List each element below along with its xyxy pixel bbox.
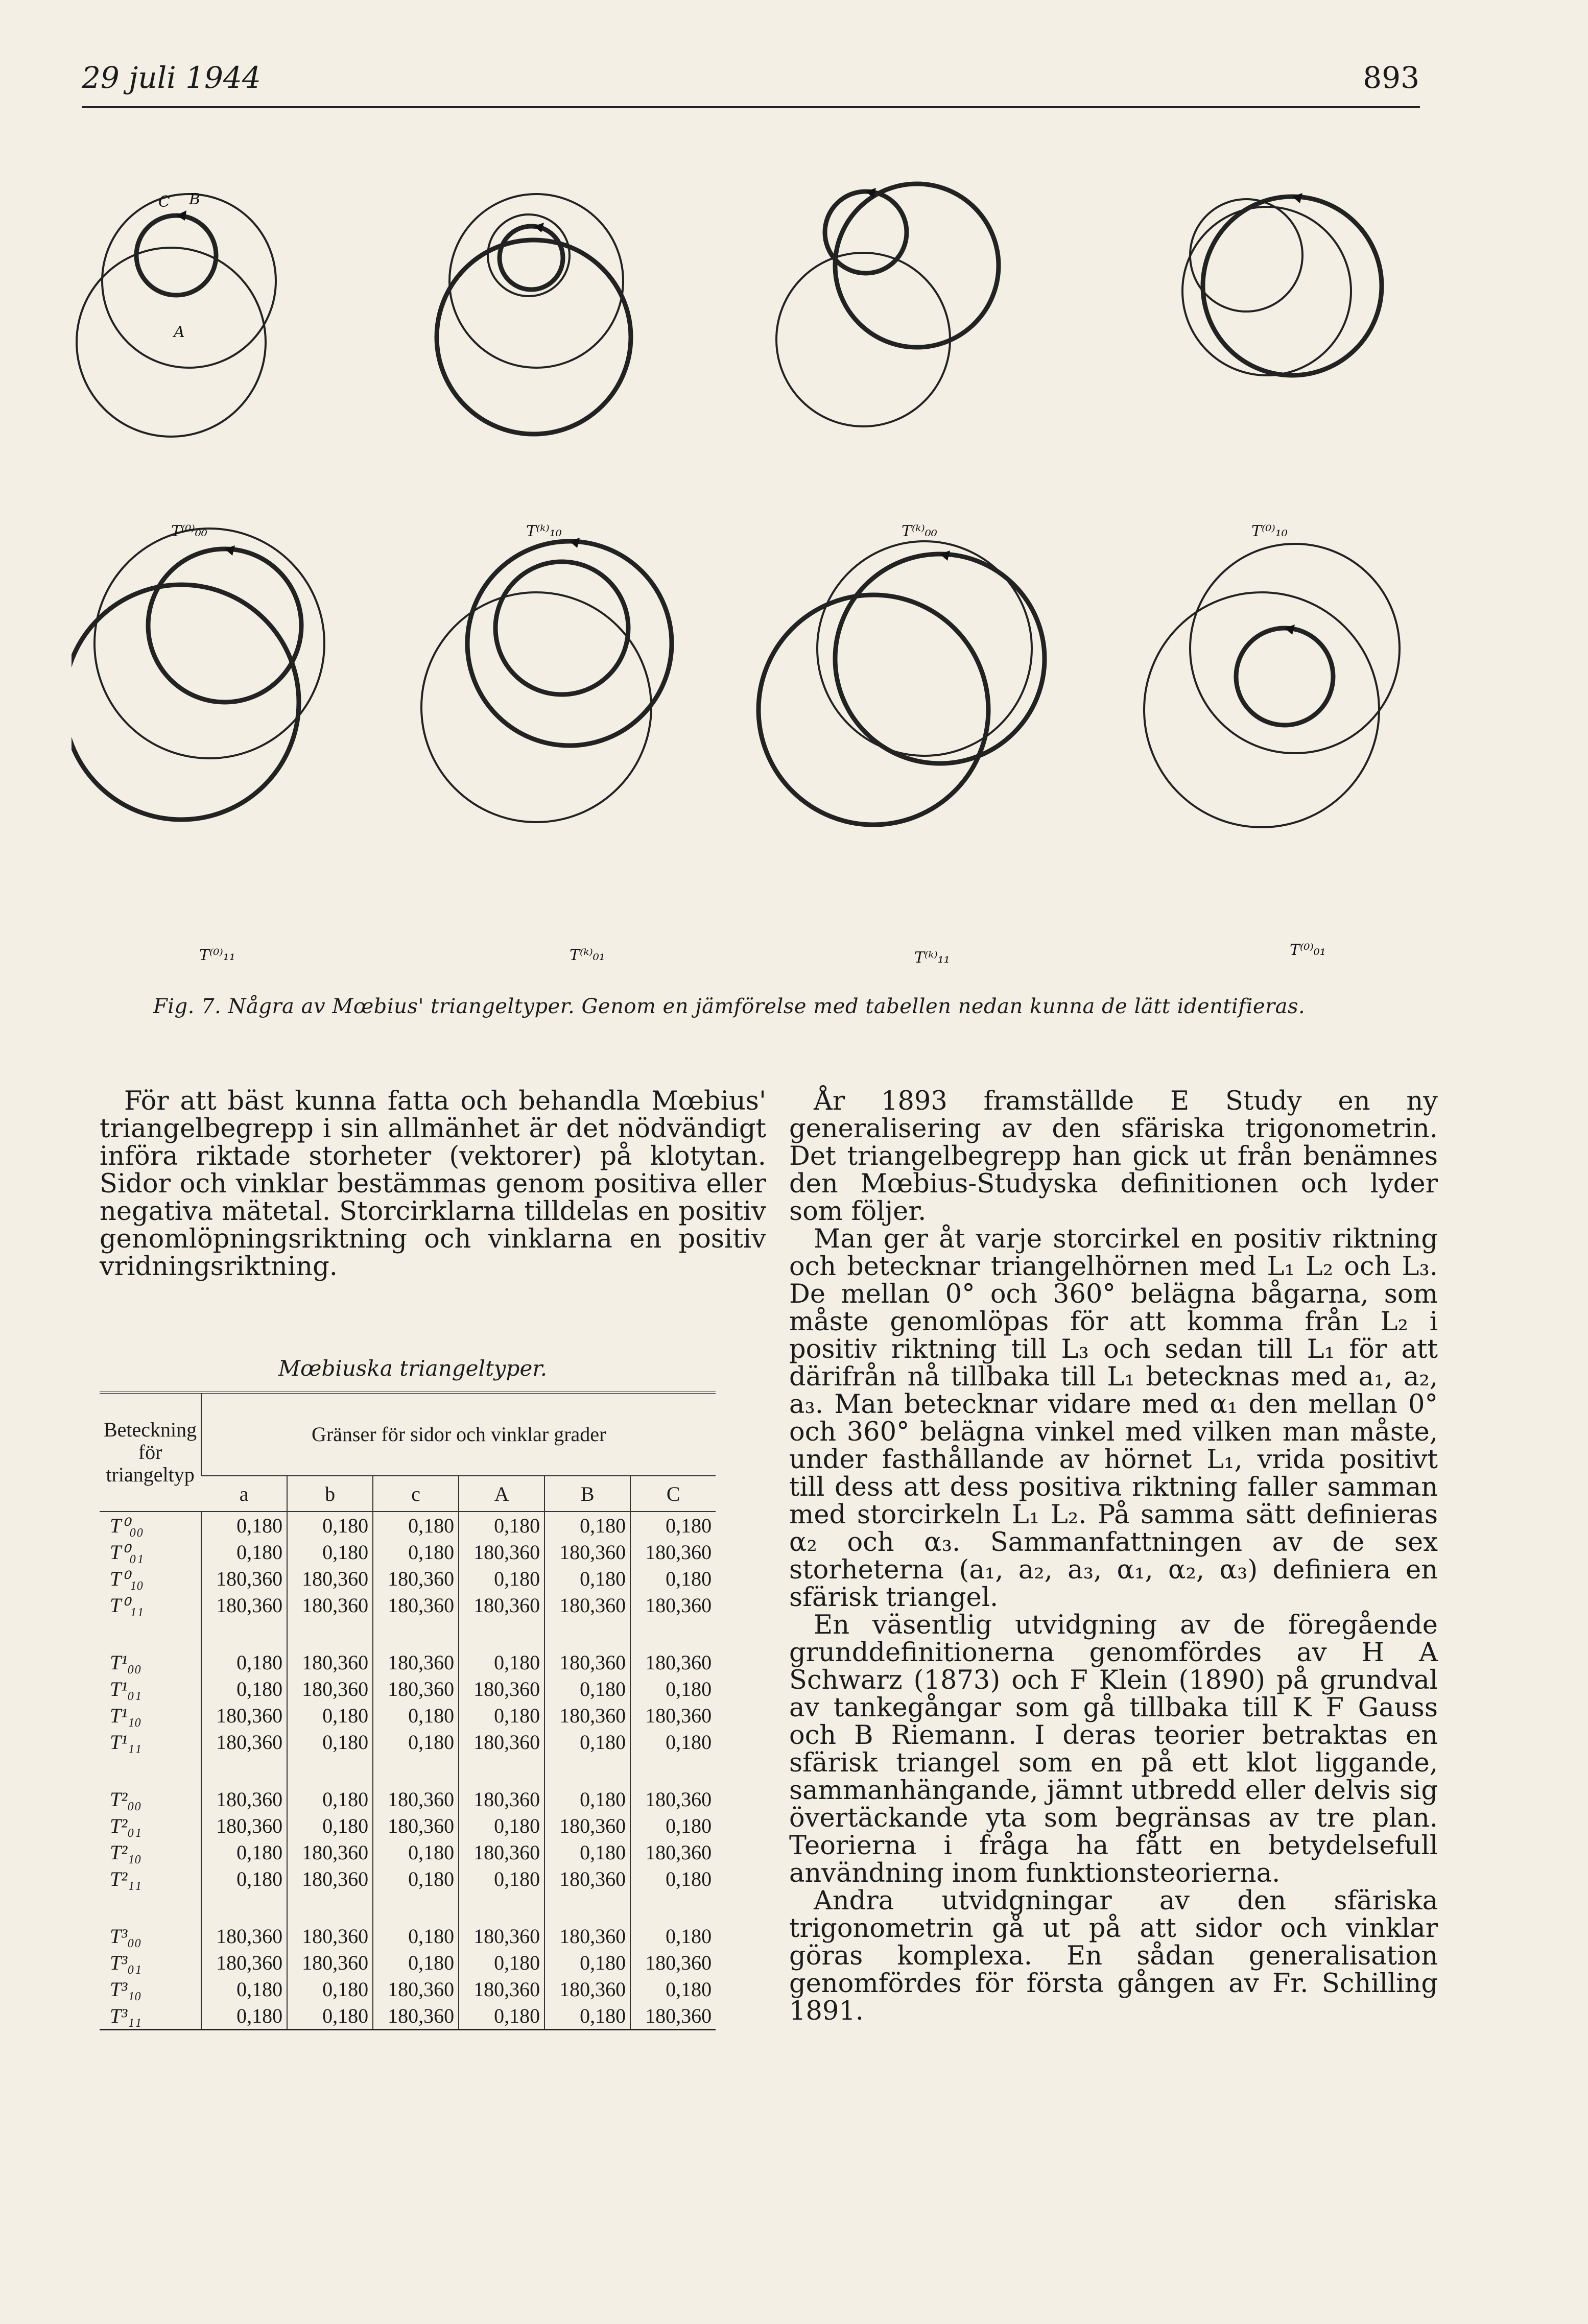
table-cell: 180,360 [459, 1592, 544, 1618]
table-cell: 0,180 [201, 1839, 287, 1865]
table-cell: 0,180 [287, 1539, 373, 1565]
table-cell: 180,360 [630, 1786, 716, 1812]
table-cell: 0,180 [201, 2002, 287, 2030]
table-gap-cell [459, 1755, 544, 1786]
diagram-label: T⁽⁰⁾₁₁ [199, 946, 235, 964]
table-column-header: A [459, 1476, 544, 1512]
figure-caption: Fig. 7. Några av Mœbius' triangeltyper. Genom en jämförelse med tabellen nedan kunna de lätt identifieras. [153, 995, 1306, 1018]
table-cell: 0,180 [459, 1812, 544, 1839]
table-gap-cell [373, 1755, 459, 1786]
table-gap-cell [373, 1618, 459, 1649]
row-label: T⁰₁₀ [110, 1567, 144, 1590]
table-gap-cell [630, 1892, 716, 1923]
table-column-header: B [544, 1476, 630, 1512]
diagram-tk-01 [421, 541, 672, 822]
row-label: T²₀₀ [110, 1787, 142, 1811]
table-cell: 180,360 [287, 1865, 373, 1892]
table-cell: 180,360 [373, 1592, 459, 1618]
diagram-t0-11 [72, 529, 324, 820]
table-row [100, 1675, 716, 1702]
table-row [100, 1702, 716, 1729]
table-gap-cell [201, 1892, 287, 1923]
diagram-label: T⁽ᵏ⁾₀₀ [902, 522, 937, 540]
row-label: T²₁₀ [110, 1840, 142, 1864]
table-cell: 180,360 [544, 1592, 630, 1618]
table-cell: 180,360 [630, 1539, 716, 1565]
table-cell: 0,180 [459, 1949, 544, 1976]
table-cell: 0,180 [201, 1649, 287, 1675]
diagram-t0-01 [1144, 544, 1400, 827]
table-cell: 0,180 [459, 1649, 544, 1675]
table-cell: 0,180 [201, 1865, 287, 1892]
table-cell: 0,180 [373, 1512, 459, 1539]
table-group-gap [100, 1892, 716, 1923]
diagram-label: T⁽ᵏ⁾₁₀ [526, 522, 562, 540]
table-row [100, 1976, 716, 2002]
table-group-gap [100, 1618, 716, 1649]
table-cell: 0,180 [630, 1865, 716, 1892]
body-paragraph: För att bäst kunna fatta och behandla Mœbius' triangelbegrepp i sin allmänhet är det nödvändigt införa riktade storheter (vektorer) på klotytan. Sidor och vinklar bestämmas genom positiva eller negativa mätetal. Storcirklarna tilldelas en positiv genomlöpningsriktning och vinklarna en positiv vridningsriktning. [100, 1086, 766, 1282]
table-cell: 180,360 [544, 1976, 630, 2002]
table-cell: 180,360 [544, 1865, 630, 1892]
vertex-label-a: A [174, 323, 185, 341]
table-row [100, 1539, 716, 1565]
row-label: T²₀₁ [110, 1814, 142, 1837]
table-cell: 180,360 [201, 1565, 287, 1592]
table-gap-cell [630, 1755, 716, 1786]
table-row [100, 1923, 716, 1949]
page-number: 893 [1363, 60, 1419, 95]
row-label: T¹₁₁ [110, 1730, 142, 1754]
diagram-t0-00 [77, 194, 276, 437]
table-gap-cell [201, 1755, 287, 1786]
table-cell: 0,180 [459, 1865, 544, 1892]
table-cell: 0,180 [630, 1675, 716, 1702]
table-cell: 0,180 [544, 1675, 630, 1702]
running-header-date: 29 juli 1944 [82, 60, 261, 95]
row-label: T³₁₀ [110, 1977, 142, 2001]
table-gap-cell [544, 1755, 630, 1786]
table-cell: 0,180 [201, 1675, 287, 1702]
table-cell: 180,360 [373, 1649, 459, 1675]
table-gap-cell [373, 1892, 459, 1923]
moebius-table [100, 1392, 716, 2030]
table-cell: 0,180 [201, 1512, 287, 1539]
table-cell: 0,180 [459, 2002, 544, 2030]
table-row [100, 2002, 716, 2030]
table-cell: 180,360 [287, 1923, 373, 1949]
table-cell: 0,180 [201, 1976, 287, 2002]
table-column-header: c [373, 1476, 459, 1512]
row-label: T³₀₀ [110, 1924, 142, 1948]
table-cell: 180,360 [201, 1702, 287, 1729]
table-cell: 180,360 [373, 2002, 459, 2030]
left-column [100, 1088, 766, 1281]
table-cell: 180,360 [201, 1812, 287, 1839]
table-cell: 180,360 [459, 1976, 544, 2002]
table-row [100, 1729, 716, 1755]
table-cell: 180,360 [201, 1592, 287, 1618]
table-row [100, 1592, 716, 1618]
table-column-header: a [201, 1476, 287, 1512]
table-cell: 180,360 [287, 1675, 373, 1702]
table-cell: 0,180 [630, 1812, 716, 1839]
table-cell: 180,360 [287, 1565, 373, 1592]
diagram-label: T⁽⁰⁾₀₀ [171, 522, 207, 540]
table-cell: 180,360 [630, 1649, 716, 1675]
table-cell: 180,360 [201, 1923, 287, 1949]
table-gap-cell [100, 1755, 201, 1786]
row-label: T¹₀₀ [110, 1650, 142, 1674]
vertex-label-c: C [158, 193, 170, 211]
diagram-label: T⁽ᵏ⁾₁₁ [914, 949, 950, 967]
table-gap-cell [100, 1892, 201, 1923]
table-cell: 0,180 [630, 1923, 716, 1949]
diagram-tk-11 [759, 541, 1045, 825]
table-cell: 180,360 [544, 1702, 630, 1729]
table-cell: 0,180 [287, 1729, 373, 1755]
table-cell: 0,180 [544, 1565, 630, 1592]
table-gap-cell [287, 1892, 373, 1923]
table-header-group: Gränser för sidor och vinklar grader [201, 1393, 716, 1476]
table-cell: 180,360 [459, 1839, 544, 1865]
table-cell: 180,360 [544, 1539, 630, 1565]
row-label: T⁰₀₀ [110, 1514, 144, 1537]
table-row [100, 1649, 716, 1675]
table-cell: 0,180 [544, 1729, 630, 1755]
table-cell: 180,360 [201, 1729, 287, 1755]
table-cell: 180,360 [459, 1729, 544, 1755]
table-gap-cell [201, 1618, 287, 1649]
table-title: Mœbiuska triangeltyper. [278, 1356, 548, 1381]
row-label: T¹₁₀ [110, 1704, 142, 1727]
table-cell: 180,360 [287, 1839, 373, 1865]
table-cell: 180,360 [373, 1675, 459, 1702]
table-cell: 0,180 [459, 1565, 544, 1592]
table-cell: 180,360 [630, 1592, 716, 1618]
table-row [100, 1949, 716, 1976]
row-label: T³₁₁ [110, 2004, 142, 2027]
diagram-label: T⁽ᵏ⁾₀₁ [570, 946, 605, 964]
table-cell: 180,360 [630, 1702, 716, 1729]
body-paragraph: En väsentlig utvidgning av de föregående grunddefinitionerna genomfördes av H A Schwarz (1873) och F Klein (1890) på grundval av tankegångar som gå tillbaka till K F Gauss och B Riemann. I deras teorier betraktas en sfärisk triangel som en på ett klot liggande, sammanhängande, jämnt utbredd eller delvis sig övertäckande yta som begränsas av tre plan. Teorierna i fråga ha fått en betydelsefull användning inom funktionsteorierna. [789, 1610, 1438, 1888]
table-cell: 180,360 [287, 1649, 373, 1675]
table-cell: 0,180 [373, 1923, 459, 1949]
figure-7-diagrams [72, 123, 1481, 986]
table-cell: 0,180 [544, 1839, 630, 1865]
table-cell: 0,180 [287, 2002, 373, 2030]
table-cell: 180,360 [459, 1675, 544, 1702]
table-cell: 180,360 [544, 1649, 630, 1675]
table-cell: 0,180 [287, 1702, 373, 1729]
table-gap-cell [100, 1618, 201, 1649]
table-cell: 180,360 [459, 1786, 544, 1812]
table-row [100, 1786, 716, 1812]
table-gap-cell [544, 1892, 630, 1923]
table-row [100, 1839, 716, 1865]
table-gap-cell [287, 1618, 373, 1649]
table-cell: 0,180 [373, 1539, 459, 1565]
table-cell: 180,360 [630, 2002, 716, 2030]
vertex-label-b: B [189, 190, 201, 208]
table-row [100, 1565, 716, 1592]
table-cell: 0,180 [373, 1702, 459, 1729]
table-cell: 180,360 [373, 1786, 459, 1812]
table-cell: 0,180 [201, 1539, 287, 1565]
table-row [100, 1865, 716, 1892]
table-cell: 180,360 [544, 1812, 630, 1839]
table-cell: 0,180 [459, 1512, 544, 1539]
body-paragraph: År 1893 framställde E Study en ny generalisering av den sfäriska trigonometrin. Det triangelbegrepp han gick ut från benämnes den Mœbius-Studyska definitionen och lyder som följer. [789, 1086, 1438, 1227]
table-cell: 180,360 [630, 1839, 716, 1865]
table-cell: 0,180 [544, 1949, 630, 1976]
table-cell: 0,180 [630, 1729, 716, 1755]
row-label: T¹₀₁ [110, 1677, 142, 1700]
table-cell: 0,180 [373, 1729, 459, 1755]
table-cell: 0,180 [544, 1512, 630, 1539]
table-gap-cell [459, 1892, 544, 1923]
body-paragraph: Man ger åt varje storcirkel en positiv riktning och betecknar triangelhörnen med L₁ L₂ och L₃. De mellan 0° och 360° belägna bågarna, som måste genomlöpas för att komma från L₂ i positiv riktning till L₃ och sedan till L₁ för att därifrån nå tillbaka till L₁ betecknas med a₁, a₂, a₃. Man betecknar vidare med α₁ den mellan 0° och 360° belägna vinkel med vilken man måste, under fasthållande av hörnet L₁, vrida positivt till dess att dess positiva riktning faller samman med storcirkeln L₁ L₂. På samma sätt definieras α₂ och α₃. Sammanfattningen av de sex storheterna (a₁, a₂, a₃, α₁, α₂, α₃) definiera en sfärisk triangel. [789, 1224, 1438, 1613]
table-cell: 180,360 [459, 1923, 544, 1949]
table-gap-cell [630, 1618, 716, 1649]
table-cell: 0,180 [373, 1865, 459, 1892]
table-cell: 0,180 [373, 1949, 459, 1976]
table-cell: 180,360 [201, 1949, 287, 1976]
table-cell: 0,180 [287, 1976, 373, 2002]
header-rule [82, 106, 1420, 108]
diagram-tk-10 [437, 194, 631, 434]
table-cell: 180,360 [544, 1923, 630, 1949]
table-cell: 0,180 [630, 1512, 716, 1539]
table-cell: 180,360 [201, 1786, 287, 1812]
diagram-tk-00 [776, 184, 999, 426]
body-paragraph: Andra utvidgningar av den sfäriska trigonometrin gå ut på att sidor och vinklar göras komplexa. En sådan generalisation genomfördes för första gången av Fr. Schilling 1891. [789, 1886, 1438, 2026]
table-cell: 180,360 [630, 1949, 716, 1976]
table-column-header: C [630, 1476, 716, 1512]
row-label: T⁰₁₁ [110, 1593, 144, 1617]
table-cell: 180,360 [373, 1976, 459, 2002]
table-cell: 0,180 [544, 1786, 630, 1812]
table-header-designation: Beteckning för triangeltyp [100, 1393, 201, 1512]
table-group-gap [100, 1755, 716, 1786]
table-row [100, 1812, 716, 1839]
table-cell: 180,360 [459, 1539, 544, 1565]
table-cell: 0,180 [544, 2002, 630, 2030]
row-label: T³₀₁ [110, 1951, 142, 1974]
table-cell: 0,180 [459, 1702, 544, 1729]
table-cell: 0,180 [287, 1786, 373, 1812]
table-row [100, 1512, 716, 1539]
diagram-label: T⁽⁰⁾₀₁ [1290, 941, 1326, 959]
diagram-label: T⁽⁰⁾₁₀ [1251, 522, 1288, 540]
table-cell: 0,180 [630, 1976, 716, 2002]
table-column-header: b [287, 1476, 373, 1512]
table-cell: 0,180 [373, 1839, 459, 1865]
table-body [100, 1512, 716, 2030]
table-cell: 180,360 [373, 1812, 459, 1839]
right-column [789, 1088, 1438, 2025]
table-cell: 180,360 [287, 1592, 373, 1618]
diagram-t0-10 [1182, 197, 1382, 375]
table-cell: 180,360 [287, 1949, 373, 1976]
row-label: T⁰₀₁ [110, 1540, 144, 1564]
table-cell: 0,180 [287, 1812, 373, 1839]
table-cell: 180,360 [373, 1565, 459, 1592]
table-gap-cell [544, 1618, 630, 1649]
table-gap-cell [287, 1755, 373, 1786]
table-gap-cell [459, 1618, 544, 1649]
table-cell: 0,180 [287, 1512, 373, 1539]
row-label: T²₁₁ [110, 1867, 142, 1890]
table-cell: 0,180 [630, 1565, 716, 1592]
